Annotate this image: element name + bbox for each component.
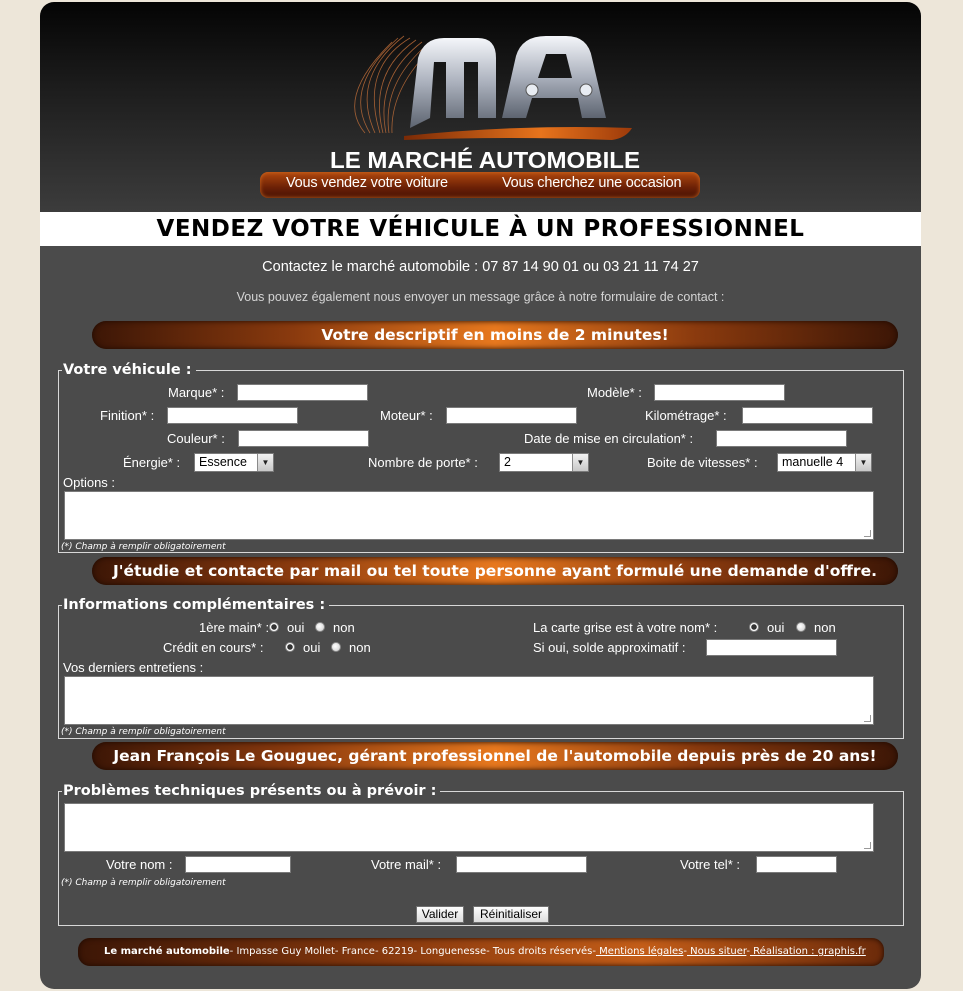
chevron-down-icon: ▼ bbox=[855, 454, 871, 471]
oui-label: oui bbox=[767, 620, 785, 635]
footer-locate-link[interactable]: Nous situer bbox=[687, 946, 747, 957]
footer-address: - Impasse Guy Mollet- France- 62219- Longuenesse- Tous droits réservés- bbox=[229, 946, 596, 957]
moteur-label: Moteur* : bbox=[380, 408, 433, 423]
intro-text: Vous pouvez également nous envoyer un message grâce à notre formulaire de contact : bbox=[236, 290, 725, 304]
entretiens-label: Vos derniers entretiens : bbox=[63, 660, 204, 675]
footer-legal-link[interactable]: Mentions légales bbox=[596, 946, 684, 957]
carte-grise-non-radio[interactable] bbox=[796, 622, 806, 632]
contact-phone-line: Contactez le marché automobile : 07 87 14 90 01 ou 03 21 11 74 27 bbox=[262, 259, 699, 275]
carte-grise-oui-radio[interactable] bbox=[749, 622, 759, 632]
tel-label: Votre tel* : bbox=[680, 857, 740, 872]
logo-text: LE MARCHÉ AUTOMOBILE bbox=[330, 147, 627, 173]
non-label: non bbox=[814, 620, 836, 635]
premiere-main-non-radio[interactable] bbox=[315, 622, 325, 632]
marque-label: Marque* : bbox=[168, 385, 225, 400]
problems-fieldset bbox=[58, 783, 904, 926]
submit-button[interactable]: Valider bbox=[416, 906, 464, 923]
footer-separator: - bbox=[746, 946, 750, 957]
modele-input[interactable] bbox=[654, 384, 785, 401]
boite-select[interactable] bbox=[777, 453, 872, 472]
chevron-down-icon: ▼ bbox=[257, 454, 273, 471]
portes-select[interactable] bbox=[499, 453, 589, 472]
main-content bbox=[40, 246, 921, 989]
mail-input[interactable] bbox=[456, 856, 587, 873]
credit-oui-radio[interactable] bbox=[285, 642, 295, 652]
portes-value: 2 bbox=[504, 455, 511, 469]
oui-label: oui bbox=[287, 620, 305, 635]
kilometrage-label: Kilométrage* : bbox=[645, 408, 727, 423]
info-legend: Informations complémentaires : bbox=[62, 597, 329, 613]
vehicle-fieldset bbox=[58, 362, 904, 553]
problems-legend: Problèmes techniques présents ou à prévoir : bbox=[62, 783, 440, 799]
vehicle-legend: Votre véhicule : bbox=[62, 362, 196, 378]
portes-label: Nombre de porte* : bbox=[368, 455, 478, 470]
couleur-label: Couleur* : bbox=[167, 431, 225, 446]
energie-select[interactable] bbox=[194, 453, 274, 472]
date-circulation-label: Date de mise en circulation* : bbox=[524, 431, 694, 446]
ribbon-contact: J'étudie et contacte par mail ou tel toute personne ayant formulé une demande d'offre. bbox=[92, 557, 898, 585]
kilometrage-input[interactable] bbox=[742, 407, 873, 424]
required-note: (*) Champ à remplir obligatoirement bbox=[61, 878, 226, 888]
nav-sell-car[interactable]: Vous vendez votre voiture bbox=[286, 175, 448, 191]
boite-label: Boite de vitesses* : bbox=[647, 455, 758, 470]
info-fieldset bbox=[58, 597, 904, 739]
chevron-down-icon: ▼ bbox=[572, 454, 588, 471]
energie-label: Énergie* : bbox=[123, 455, 181, 470]
required-note: (*) Champ à remplir obligatoirement bbox=[61, 542, 226, 552]
boite-value: manuelle 4 bbox=[782, 455, 844, 469]
nom-input[interactable] bbox=[185, 856, 291, 873]
ribbon-descriptif: Votre descriptif en moins de 2 minutes! bbox=[92, 321, 898, 349]
carte-grise-label: La carte grise est à votre nom* : bbox=[533, 620, 718, 635]
nav-find-used-car[interactable]: Vous cherchez une occasion bbox=[502, 175, 682, 191]
non-label: non bbox=[349, 640, 371, 655]
solde-label: Si oui, solde approximatif : bbox=[533, 640, 686, 655]
reset-button[interactable]: Réinitialiser bbox=[473, 906, 549, 923]
ribbon-gerant: Jean François Le Gouguec, gérant professionnel de l'automobile depuis près de 20 ans! bbox=[92, 742, 898, 770]
options-label: Options : bbox=[63, 475, 116, 490]
title-banner bbox=[40, 212, 921, 246]
problems-textarea[interactable] bbox=[64, 803, 874, 852]
footer-company: Le marché automobile bbox=[104, 946, 230, 957]
premiere-main-label: 1ère main* : bbox=[199, 620, 270, 635]
oui-label: oui bbox=[303, 640, 321, 655]
entretiens-textarea[interactable] bbox=[64, 676, 874, 725]
couleur-input[interactable] bbox=[238, 430, 369, 447]
moteur-input[interactable] bbox=[446, 407, 577, 424]
non-label: non bbox=[333, 620, 355, 635]
page-title: VENDEZ VOTRE VÉHICULE À UN PROFESSIONNEL bbox=[156, 216, 805, 242]
finition-label: Finition* : bbox=[100, 408, 155, 423]
main-nav bbox=[260, 172, 700, 198]
solde-input[interactable] bbox=[706, 639, 837, 656]
credit-non-radio[interactable] bbox=[331, 642, 341, 652]
premiere-main-oui-radio[interactable] bbox=[269, 622, 279, 632]
site-logo[interactable] bbox=[320, 28, 650, 173]
options-textarea[interactable] bbox=[64, 491, 874, 540]
header bbox=[40, 2, 921, 212]
tel-input[interactable] bbox=[756, 856, 837, 873]
date-circulation-input[interactable] bbox=[716, 430, 847, 447]
footer-separator: - bbox=[683, 946, 687, 957]
finition-input[interactable] bbox=[167, 407, 298, 424]
marque-input[interactable] bbox=[237, 384, 368, 401]
modele-label: Modèle* : bbox=[587, 385, 642, 400]
credit-label: Crédit en cours* : bbox=[163, 640, 264, 655]
energie-value: Essence bbox=[199, 455, 247, 469]
page bbox=[40, 2, 921, 989]
footer bbox=[78, 938, 884, 966]
mail-label: Votre mail* : bbox=[371, 857, 442, 872]
required-note: (*) Champ à remplir obligatoirement bbox=[61, 727, 226, 737]
nom-label: Votre nom : bbox=[106, 857, 173, 872]
footer-credit-link[interactable]: Réalisation : graphis.fr bbox=[749, 946, 866, 957]
